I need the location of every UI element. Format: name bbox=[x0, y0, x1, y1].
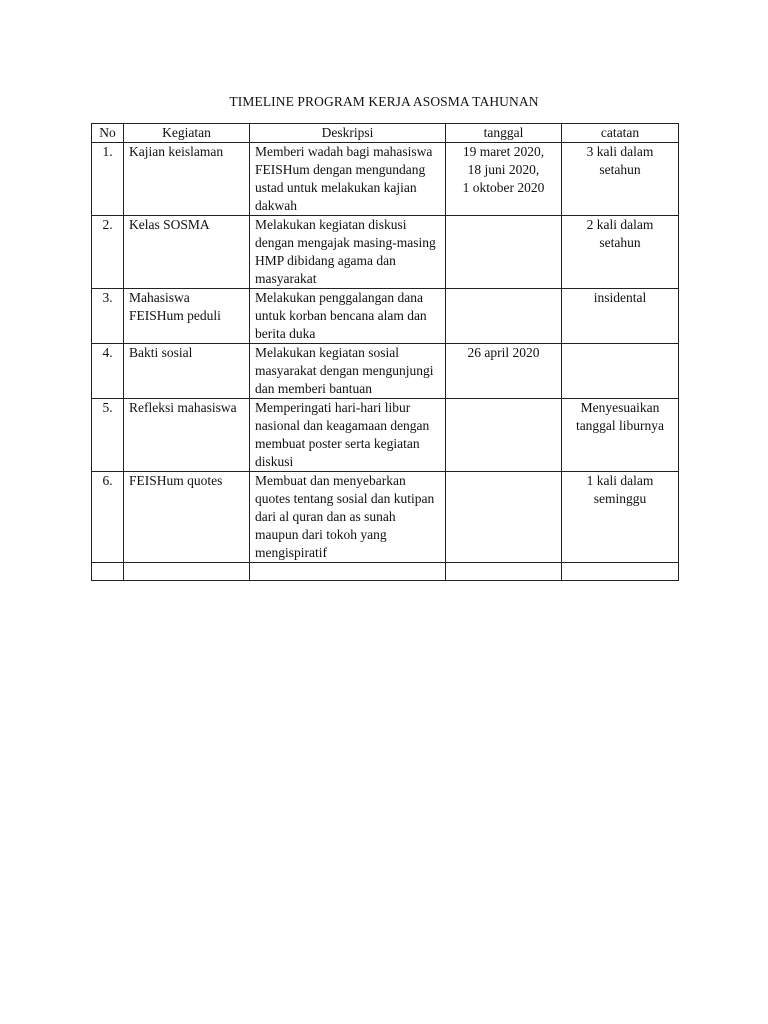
table-row bbox=[92, 344, 679, 399]
cell-deskripsi: Memberi wadah bagi mahasiswa FEISHum dengan mengundang ustad untuk melakukan kajian dakwah bbox=[250, 143, 446, 216]
cell-tanggal: 19 maret 2020, 18 juni 2020, 1 oktober 2020 bbox=[446, 143, 562, 216]
empty-cell bbox=[124, 563, 250, 581]
table-header-row bbox=[92, 124, 679, 143]
cell-tanggal bbox=[446, 289, 562, 344]
cell-no: 5. bbox=[92, 399, 124, 472]
empty-cell bbox=[562, 563, 679, 581]
table-row bbox=[92, 472, 679, 563]
cell-no: 3. bbox=[92, 289, 124, 344]
cell-deskripsi: Melakukan penggalangan dana untuk korban bencana alam dan berita duka bbox=[250, 289, 446, 344]
timeline-table bbox=[91, 123, 679, 581]
cell-tanggal bbox=[446, 472, 562, 563]
cell-kegiatan: Kajian keislaman bbox=[124, 143, 250, 216]
table-row bbox=[92, 399, 679, 472]
cell-no: 6. bbox=[92, 472, 124, 563]
cell-catatan: 1 kali dalam seminggu bbox=[562, 472, 679, 563]
cell-kegiatan: Refleksi mahasiswa bbox=[124, 399, 250, 472]
cell-deskripsi: Memperingati hari-hari libur nasional dan keagamaan dengan membuat poster serta kegiatan diskusi bbox=[250, 399, 446, 472]
cell-tanggal bbox=[446, 216, 562, 289]
cell-catatan bbox=[562, 344, 679, 399]
empty-cell bbox=[250, 563, 446, 581]
empty-table-row bbox=[92, 563, 679, 581]
header-tanggal: tanggal bbox=[446, 124, 562, 143]
header-no: No bbox=[92, 124, 124, 143]
header-deskripsi: Deskripsi bbox=[250, 124, 446, 143]
empty-cell bbox=[92, 563, 124, 581]
cell-deskripsi: Membuat dan menyebarkan quotes tentang sosial dan kutipan dari al quran dan as sunah maupun dari tokoh yang mengispiratif bbox=[250, 472, 446, 563]
cell-no: 4. bbox=[92, 344, 124, 399]
cell-catatan: insidental bbox=[562, 289, 679, 344]
cell-no: 2. bbox=[92, 216, 124, 289]
empty-cell bbox=[446, 563, 562, 581]
cell-catatan: Menyesuaikan tanggal liburnya bbox=[562, 399, 679, 472]
cell-catatan: 2 kali dalam setahun bbox=[562, 216, 679, 289]
cell-kegiatan: FEISHum quotes bbox=[124, 472, 250, 563]
cell-kegiatan: Mahasiswa FEISHum peduli bbox=[124, 289, 250, 344]
table-row bbox=[92, 289, 679, 344]
cell-deskripsi: Melakukan kegiatan diskusi dengan mengajak masing-masing HMP dibidang agama dan masyarakat bbox=[250, 216, 446, 289]
cell-tanggal bbox=[446, 399, 562, 472]
document-title: TIMELINE PROGRAM KERJA ASOSMA TAHUNAN bbox=[229, 94, 539, 109]
cell-deskripsi: Melakukan kegiatan sosial masyarakat dengan mengunjungi dan memberi bantuan bbox=[250, 344, 446, 399]
cell-kegiatan: Bakti sosial bbox=[124, 344, 250, 399]
header-kegiatan: Kegiatan bbox=[124, 124, 250, 143]
cell-kegiatan: Kelas SOSMA bbox=[124, 216, 250, 289]
header-catatan: catatan bbox=[562, 124, 679, 143]
cell-no: 1. bbox=[92, 143, 124, 216]
table-row bbox=[92, 143, 679, 216]
cell-tanggal: 26 april 2020 bbox=[446, 344, 562, 399]
cell-catatan: 3 kali dalam setahun bbox=[562, 143, 679, 216]
table-row bbox=[92, 216, 679, 289]
